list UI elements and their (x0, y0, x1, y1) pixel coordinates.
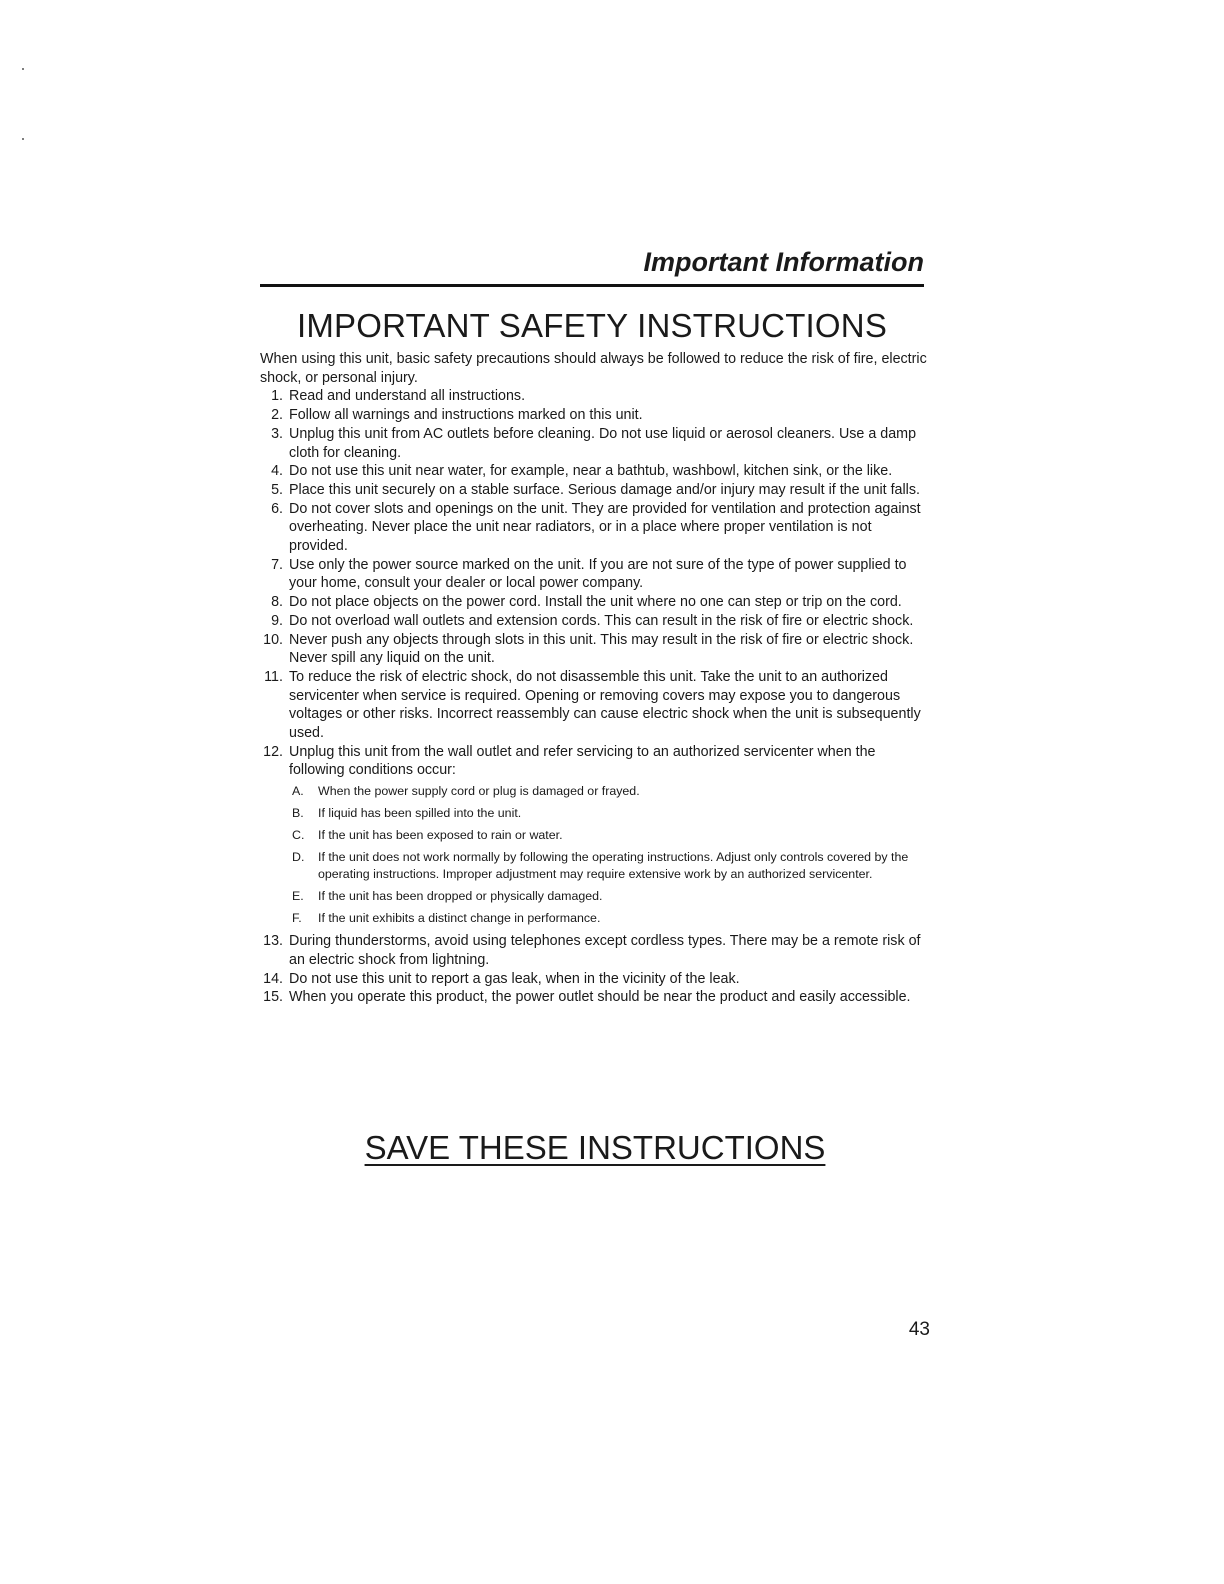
condition-letter: A. (292, 784, 304, 799)
condition-letter: D. (292, 850, 305, 865)
instructions-list (260, 387, 930, 1007)
instruction-number: 8. (271, 594, 283, 611)
instruction-text: Do not use this unit to report a gas leak, when in the vicinity of the leak. (289, 970, 740, 987)
instruction-item (260, 462, 930, 481)
instruction-text: Do not overload wall outlets and extension cords. This can result in the risk of fire or electric shock. (289, 612, 914, 629)
instruction-text: Never push any objects through slots in this unit. This may result in the risk of fire or electric shock. Never spill any liquid on the unit. (289, 631, 914, 667)
instruction-item (260, 743, 930, 932)
instruction-text: Unplug this unit from AC outlets before cleaning. Do not use liquid or aerosol cleaners. Use a damp cloth for cleaning. (289, 425, 917, 461)
instruction-number: 15. (263, 989, 283, 1006)
condition-item (289, 783, 930, 800)
instruction-item (260, 481, 930, 500)
instruction-text: To reduce the risk of electric shock, do not disassemble this unit. Take the unit to an authorized servicenter when service is required. Opening or removing covers may expose you to dangerous voltages or other risks. Incorrect reassembly can cause electric shock when the unit is subsequently used. (289, 668, 921, 742)
condition-text: If the unit exhibits a distinct change in performance. (318, 911, 601, 926)
instruction-item (260, 932, 930, 969)
instruction-item (260, 631, 930, 668)
instruction-number: 9. (271, 612, 283, 629)
header-rule (260, 284, 924, 287)
instruction-item (260, 387, 930, 406)
intro-paragraph: When using this unit, basic safety precautions should always be followed to reduce the risk of fire, electric shock, or personal injury. (260, 351, 927, 386)
instruction-number: 6. (271, 500, 283, 517)
instructions-content (260, 350, 930, 1007)
instruction-item (260, 988, 930, 1007)
condition-item (289, 827, 930, 844)
condition-letter: B. (292, 806, 304, 821)
instruction-number: 5. (271, 481, 283, 498)
condition-item (289, 910, 930, 927)
instruction-text: Do not use this unit near water, for example, near a bathtub, washbowl, kitchen sink, or the like. (289, 463, 893, 480)
instruction-number: 3. (271, 425, 283, 442)
scan-speck (22, 138, 24, 140)
condition-item (289, 805, 930, 822)
instruction-number: 7. (271, 556, 283, 573)
instruction-number: 14. (263, 970, 283, 987)
condition-text: If liquid has been spilled into the unit. (318, 806, 522, 821)
instruction-number: 11. (264, 668, 283, 685)
instruction-item (260, 970, 930, 989)
instruction-number: 2. (271, 407, 283, 424)
condition-item (289, 888, 930, 905)
section-header: Important Information (643, 247, 924, 277)
instruction-text: During thunderstorms, avoid using telephones except cordless types. There may be a remote risk of an electric shock from lightning. (289, 933, 921, 968)
instruction-text: Use only the power source marked on the unit. If you are not sure of the type of power supplied to your home, consult your dealer or local power company. (289, 556, 907, 592)
instruction-number: 1. (271, 388, 283, 405)
instruction-item (260, 556, 930, 593)
instruction-text: Do not cover slots and openings on the unit. They are provided for ventilation and protection against overheating. Never place the unit near radiators, or in a place where proper ventilation is not provided. (289, 500, 921, 555)
instruction-item (260, 593, 930, 612)
instruction-text: Place this unit securely on a stable surface. Serious damage and/or injury may result if the unit falls. (289, 481, 920, 498)
scan-speck (22, 68, 24, 70)
instruction-number: 4. (271, 463, 283, 480)
instruction-number: 12. (263, 743, 283, 760)
instruction-item (260, 406, 930, 425)
instruction-text: Follow all warnings and instructions marked on this unit. (289, 407, 643, 424)
instruction-item (260, 668, 930, 743)
condition-text: If the unit has been dropped or physically damaged. (318, 889, 603, 904)
condition-letter: C. (292, 828, 305, 843)
instruction-text: Read and understand all instructions. (289, 388, 526, 405)
instruction-number: 10. (263, 631, 283, 648)
instruction-body (289, 743, 930, 932)
conditions-list (289, 783, 930, 927)
instruction-text: Unplug this unit from the wall outlet and refer servicing to an authorized servicenter when the following conditions occur: (289, 743, 876, 779)
instruction-item (260, 500, 930, 556)
instruction-item (260, 612, 930, 631)
condition-text: When the power supply cord or plug is damaged or frayed. (318, 784, 640, 799)
condition-letter: F. (292, 911, 302, 926)
instruction-item (260, 425, 930, 462)
condition-letter: E. (292, 889, 304, 904)
instruction-text: Do not place objects on the power cord. Install the unit where no one can step or trip on the cord. (289, 594, 902, 611)
save-instructions-text: SAVE THESE INSTRUCTIONS (364, 1129, 826, 1166)
condition-item (289, 849, 930, 883)
page-title: IMPORTANT SAFETY INSTRUCTIONS (296, 307, 888, 344)
page-number: 43 (908, 1319, 930, 1340)
instruction-text: When you operate this product, the power outlet should be near the product and easily accessible. (289, 989, 911, 1006)
condition-text: If the unit has been exposed to rain or water. (318, 828, 563, 843)
condition-text: If the unit does not work normally by following the operating instructions. Adjust only controls covered by the operating instructions. Improper adjustment may require extensive work by an authorized servicenter. (318, 850, 909, 882)
instruction-number: 13. (263, 933, 283, 950)
save-instructions-title (260, 1128, 930, 1168)
